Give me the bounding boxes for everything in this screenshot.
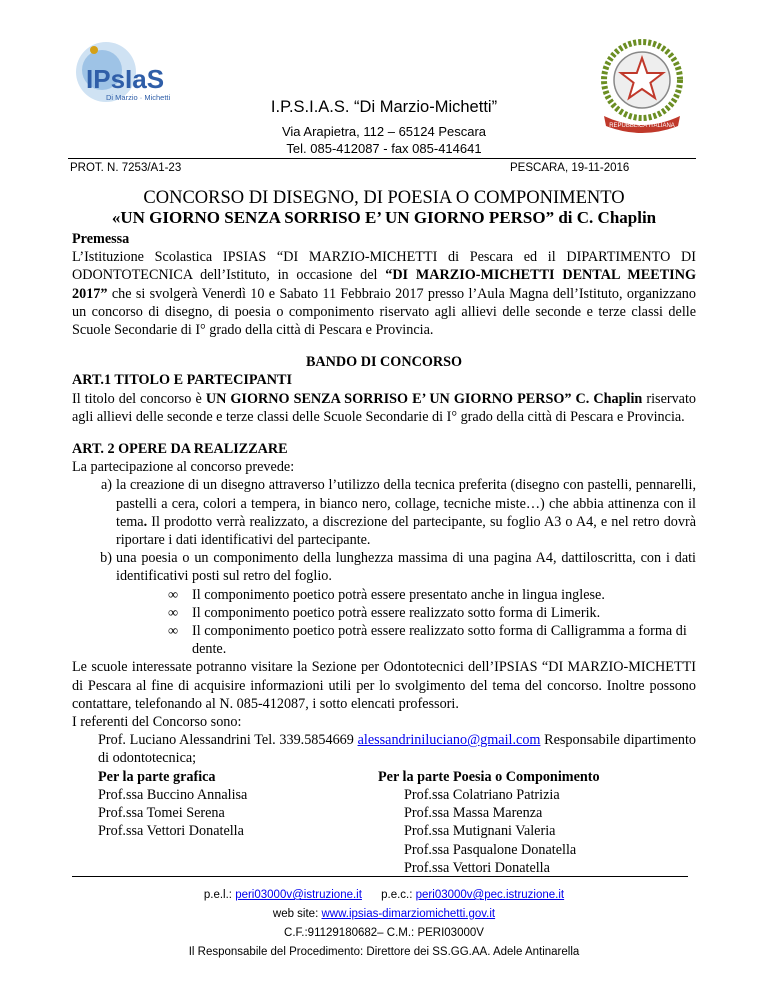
logo-text: IPsIaS xyxy=(86,64,165,94)
footer-responsible: Il Responsabile del Procedimento: Direttore dei SS.GG.AA. Adele Antinarella xyxy=(188,946,580,958)
art1-paragraph xyxy=(72,390,696,426)
footer-divider xyxy=(72,876,688,877)
header-divider xyxy=(68,158,696,159)
teacher-name: Prof.ssa Vettori Donatella xyxy=(404,859,550,876)
bullet-item xyxy=(72,604,696,622)
premessa-paragraph xyxy=(72,248,696,339)
art1-text-cont: riservato agli allievi delle seconde e terze classi delle Scuole Secondarie di I° grado della città di Pescara e Provincia. xyxy=(72,390,697,425)
art1-heading: ART.1 TITOLO E PARTECIPANTI xyxy=(72,372,292,389)
item-a-text: la creazione di un disegno attraverso l’utilizzo della tecnica preferita (disegno con pastelli, pennarelli, pastelli a cera, colori a tempera, in bianco nero, collage, tecniche miste…) che abbia attinenza con il tema xyxy=(116,477,696,530)
responsabile-role: Responsabile dipartimento di odontotecnica; xyxy=(98,732,696,767)
pec-email-link[interactable]: peri03000v@pec.istruzione.it xyxy=(415,889,565,901)
protocol-number: PROT. N. 7253/A1-23 xyxy=(70,162,182,174)
web-label: web site: xyxy=(272,908,322,920)
bullet-item xyxy=(72,586,696,604)
referenti-columns xyxy=(72,768,696,877)
list-label: a) xyxy=(100,477,112,494)
institute-phones: Tel. 085-412087 - fax 085-414641 xyxy=(286,141,482,156)
item-a-dot: . xyxy=(143,513,148,530)
bullet-text: Il componimento poetico potrà essere realizzato sotto forma di Limerik. xyxy=(192,604,601,621)
pel-email-link[interactable]: peri03000v@istruzione.it xyxy=(235,889,362,901)
art1-title-bold: UN GIORNO SENZA SORRISO E’ UN GIORNO PERSO” C. Chaplin xyxy=(205,390,643,407)
infinity-bullet-icon: ∞ xyxy=(168,586,179,603)
pec-label: p.e.c.: xyxy=(381,889,416,901)
teacher-name: Prof.ssa Massa Marenza xyxy=(404,805,543,822)
bullet-text: Il componimento poetico potrà essere realizzato sotto forma di Calligramma a forma di dente. xyxy=(192,623,687,658)
premessa-text-cont: che si svolgerà Venerdì 10 e Sabato 11 Febbraio 2017 presso l’Aula Magna dell’Istituto, organizzano un concorso di disegno, di poesia o componimento riservato agli allievi delle seconde e terze classi delle Scuole Secondarie di I° grado della città di Pescara e Provincia. xyxy=(72,285,696,339)
republic-emblem xyxy=(594,34,690,138)
infinity-bullet-icon: ∞ xyxy=(168,604,179,621)
poesia-column xyxy=(378,768,696,877)
teacher-name: Prof.ssa Colatriano Patrizia xyxy=(404,786,560,803)
document-body xyxy=(72,230,696,877)
list-text xyxy=(116,476,696,549)
contest-subtitle: «UN GIORNO SENZA SORRISO E’ UN GIORNO PERSO” di C. Chaplin xyxy=(111,208,657,227)
city-date: PESCARA, 19-11-2016 xyxy=(510,162,630,174)
logo-subtext: Di Marzio · Michetti xyxy=(106,93,171,102)
grafica-column xyxy=(98,768,378,877)
teacher-name: Prof.ssa Pasqualone Donatella xyxy=(404,841,577,858)
responsabile-email-link[interactable]: alessandriniluciano@gmail.com xyxy=(357,732,541,749)
teacher-name: Prof.ssa Buccino Annalisa xyxy=(98,786,248,803)
poesia-heading: Per la parte Poesia o Componimento xyxy=(378,768,600,785)
teacher-name: Prof.ssa Tomei Serena xyxy=(98,805,225,822)
list-label: b) xyxy=(100,550,112,567)
institute-address: Via Arapietra, 112 – 65124 Pescara xyxy=(281,124,487,139)
responsabile-text: Prof. Luciano Alessandrini Tel. 339.5854669 xyxy=(98,732,358,749)
teacher-name: Prof.ssa Vettori Donatella xyxy=(98,823,244,840)
visit-paragraph: Le scuole interessate potranno visitare la Sezione per Odontotecnici dell’IPSIAS “DI MARZIO-MICHETTI di Pescara al fine di acquisire informazioni utili per lo svolgimento del tema del concorso. Inoltre possono contattare, telefonando al N. 085-412087, i sotto elencati professori. xyxy=(72,659,696,712)
infinity-bullet-icon: ∞ xyxy=(168,623,179,640)
art2-intro: La partecipazione al concorso prevede: xyxy=(72,459,295,476)
grafica-heading: Per la parte grafica xyxy=(98,768,216,785)
responsabile-line xyxy=(72,731,696,767)
footer-emails xyxy=(0,886,768,905)
footer-fiscal-code: C.F.:91129180682– C.M.: PERI03000V xyxy=(284,927,484,939)
website-link[interactable]: www.ipsias-dimarziomichetti.gov.it xyxy=(321,908,496,920)
referenti-intro: I referenti del Concorso sono: xyxy=(72,714,242,731)
premessa-text: L’Istituzione Scolastica IPSIAS “DI MARZIO-MICHETTI di Pescara ed il DIPARTIMENTO DI ODONTOTECNICA dell’Istituto, in occasione del xyxy=(72,249,696,284)
item-a-text-cont: Il prodotto verrà realizzato, a discrezione del partecipante, su foglio A3 o A4, e nel retro dovrà riportare i dati identificativi del partecipante. xyxy=(116,513,696,549)
teacher-name: Prof.ssa Mutignani Valeria xyxy=(404,823,556,840)
art2-heading: ART. 2 OPERE DA REALIZZARE xyxy=(72,441,288,458)
bando-heading: BANDO DI CONCORSO xyxy=(305,354,463,371)
list-item xyxy=(72,476,696,549)
list-item xyxy=(72,549,696,585)
bullet-item xyxy=(72,622,696,658)
footer-website xyxy=(0,905,768,924)
premessa-event-name: “DI MARZIO-MICHETTI DENTAL MEETING 2017” xyxy=(72,267,696,302)
footer xyxy=(0,886,768,962)
emblem-ribbon-text: REPUBBLICA ITALIANA xyxy=(609,123,675,129)
premessa-heading: Premessa xyxy=(72,231,130,247)
pel-label: p.e.l.: xyxy=(203,889,236,901)
contest-title: CONCORSO DI DISEGNO, DI POESIA O COMPONIMENTO xyxy=(143,188,625,208)
institute-name: I.P.S.I.A.S. “Di Marzio-Michetti” xyxy=(270,98,498,116)
art1-text: Il titolo del concorso è xyxy=(72,390,206,407)
bullet-text: Il componimento poetico potrà essere presentato anche in lingua inglese. xyxy=(192,586,605,603)
list-text: una poesia o un componimento della lunghezza massima di una pagina A4, dattiloscritta, con i dati identificativi posti sul retro del foglio. xyxy=(116,550,696,585)
